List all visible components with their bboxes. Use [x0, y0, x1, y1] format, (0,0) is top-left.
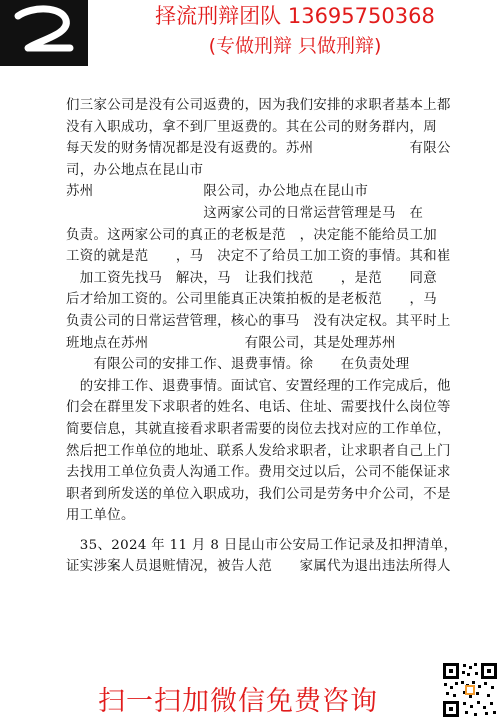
doc-line: 加工资先找马 解决，马 让我们找范 ，是范 同意 — [66, 270, 437, 286]
document-body — [66, 95, 458, 578]
item-35-line-1: 35、2024 年 11 月 8 日昆山市公安局工作记录及扣押清单， — [66, 537, 458, 553]
doc-line: 职者到所发送的单位入职成功，我们公司是劳务中介公司，不是 — [66, 486, 451, 502]
doc-line: 然后把工作单位的地址、联系人发给求职者，让求职者自己上门 — [66, 443, 451, 459]
paragraph-gap — [66, 527, 458, 535]
doc-line: 这两家公司的日常运营管理是马 在 — [66, 205, 424, 221]
doc-line: 用工单位。 — [66, 508, 135, 524]
doc-line: 去找用工单位负责人沟通工作。费用交过以后，公司不能保证求 — [66, 465, 451, 481]
doc-line: 没有入职成功，拿不到厂里返费的。其在公司的财务群内，周 — [66, 119, 437, 135]
doc-line: 后才给加工资的。公司里能真正决策拍板的是老板范 ，马 — [66, 292, 437, 308]
header-tagline: (专做刑辩 只做刑辩) — [208, 35, 382, 57]
doc-line: 每天发的财务情况都是没有返费的。苏州 有限公 — [66, 141, 451, 157]
doc-line: 简要信息，其就直接看求职者需要的岗位去找对应的工作单位， — [66, 421, 451, 437]
header-phone-line: 择流刑辩团队 13695750368 — [155, 4, 435, 28]
qr-code-icon[interactable] — [441, 661, 499, 719]
footer-cta: 扫一扫加微信免费咨询 — [98, 686, 378, 717]
doc-line: 们三家公司是没有公司返费的，因为我们安排的求职者基本上都 — [66, 98, 451, 113]
doc-line: 工资的就是范 ，马 决定不了给员工加工资的事情。其和崔 — [66, 249, 451, 265]
team-logo-icon — [0, 0, 88, 66]
doc-line: 苏州 限公司，办公地点在昆山市 — [66, 184, 369, 200]
item-35-line-2: 证实涉案人员退赃情况，被告人范 家属代为退出违法所得人 — [66, 559, 451, 575]
doc-line: 负责公司的日常运营管理，核心的事马 没有决定权。其平时上 — [66, 313, 451, 329]
doc-line: 有限公司的安排工作、退费事情。徐 在负责处理 — [66, 357, 410, 373]
doc-line: 负责。这两家公司的真正的老板是范 ，决定能不能给员工加 — [66, 227, 437, 243]
header — [90, 2, 500, 60]
doc-line: 的安排工作、退费事情。面试官、安置经理的工作完成后，他 — [66, 378, 451, 394]
doc-line: 司，办公地点在昆山市 — [66, 162, 204, 178]
doc-line: 们会在群里发下求职者的姓名、电话、住址、需要找什么岗位等 — [66, 400, 451, 416]
doc-line: 班地点在苏州 有限公司，其是处理苏州 — [66, 335, 396, 351]
